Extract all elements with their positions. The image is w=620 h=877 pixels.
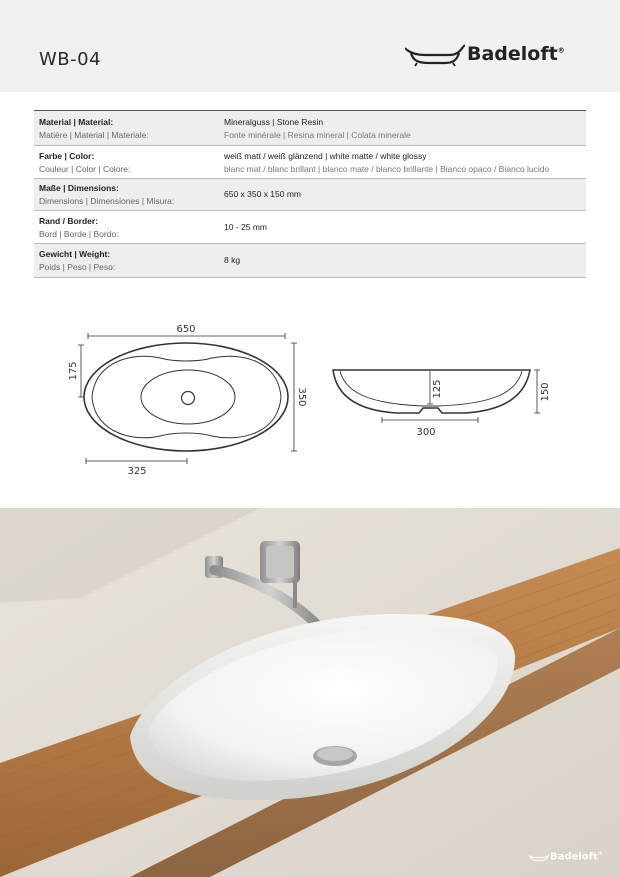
dimension-height: 150 (540, 382, 551, 402)
bathtub-icon (405, 41, 465, 67)
spec-label: Rand / Border: (39, 216, 99, 226)
spec-label-translations: Couleur | Color | Colore: (39, 164, 131, 174)
spec-row-dimensions (34, 179, 586, 211)
spec-label: Material | Material: (39, 117, 114, 127)
spec-table (34, 110, 586, 278)
dimension-base: 300 (416, 427, 436, 438)
spec-value: 8 kg (224, 255, 241, 265)
spec-value-translations: blanc mat / blanc brillant | blanco mate / blanco brillante | Bianco opaco / Bianco lucido (224, 164, 550, 174)
model-title: WB-04 (39, 49, 102, 70)
spec-row-material (34, 111, 586, 146)
spec-value-translations: Fonte minérale | Resina mineral | Colata minerale (224, 130, 411, 140)
washbasin-scene-illustration (0, 508, 620, 877)
spec-label-translations: Poids | Peso | Peso: (39, 262, 116, 272)
product-photo (0, 508, 620, 877)
technical-drawing (0, 310, 620, 490)
footer-brand-name: Badeloft® (550, 851, 603, 863)
spec-row-color (34, 146, 586, 179)
brand-logo (405, 39, 565, 69)
spec-value: 650 x 350 x 150 mm (224, 189, 302, 199)
spec-row-border (34, 211, 586, 244)
spec-label: Gewicht | Weight: (39, 249, 111, 259)
bathtub-icon (528, 851, 550, 863)
spec-label-translations: Dimensions | Dimensiones | Misura: (39, 196, 175, 206)
top-view-drawing (78, 333, 297, 464)
brand-name: Badeloft® (467, 43, 565, 65)
footer-brand-logo (528, 851, 603, 863)
spec-label: Maße | Dimensions: (39, 183, 119, 193)
page-header (0, 0, 620, 92)
spec-row-weight (34, 244, 586, 278)
spec-label: Farbe | Color: (39, 151, 95, 161)
spec-value: 10 - 25 mm (224, 222, 267, 232)
dimension-half-length: 325 (127, 466, 147, 477)
spec-value: weiß matt / weiß glänzend | white matte / white glossy (224, 151, 427, 161)
spec-value: Mineralguss | Stone Resin (224, 117, 324, 127)
spec-label-translations: Matière | Material | Materiale: (39, 130, 149, 140)
spec-label-translations: Bord | Borde | Bordo: (39, 229, 119, 239)
dimension-depth: 125 (432, 379, 443, 399)
dimension-length: 650 (176, 324, 196, 335)
dimension-half-width: 175 (68, 361, 79, 381)
dimension-width: 350 (296, 387, 307, 407)
